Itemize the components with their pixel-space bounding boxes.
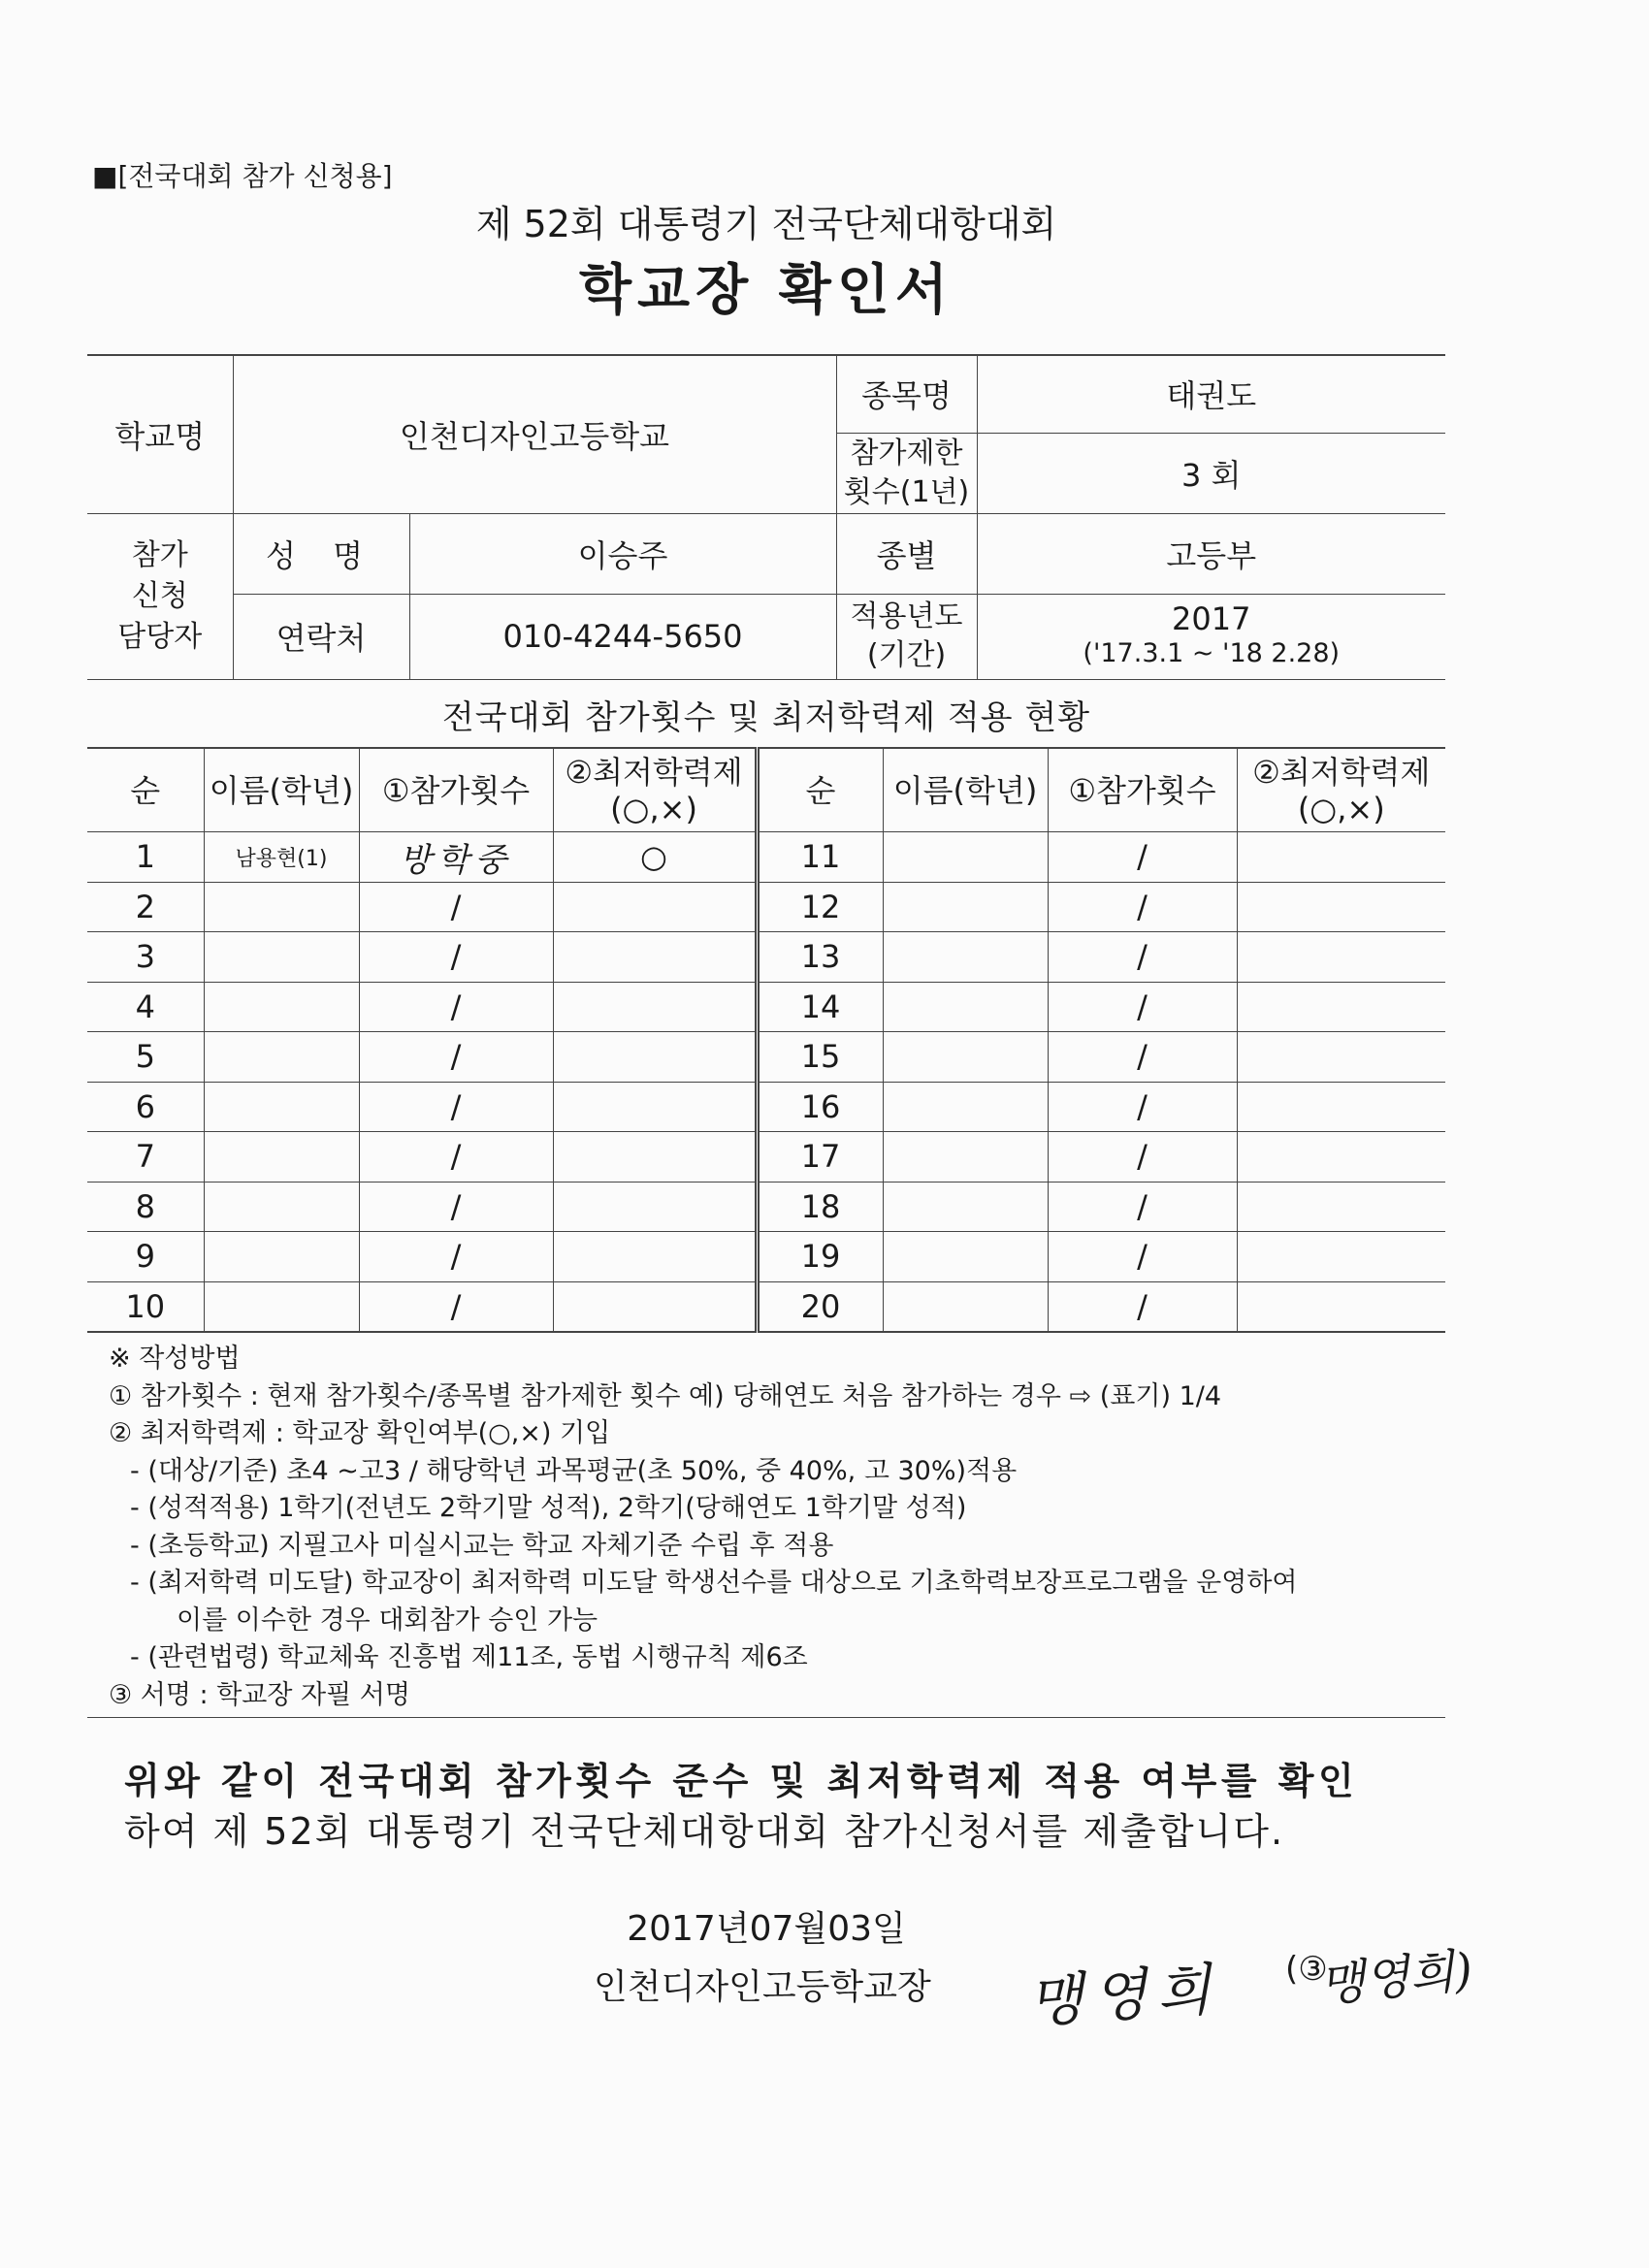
row-name [883,1082,1048,1132]
header-min-line2: (○,×) [610,790,697,827]
header-min-line1: ②최저학력제 [1252,753,1431,791]
header-name-left: 이름(학년) [204,748,359,832]
row-no: 13 [757,932,883,983]
row-count: / [1048,1082,1237,1132]
document-title: 학교장 확인서 [578,259,954,322]
row-no: 4 [87,982,204,1032]
row-min [1237,1082,1445,1132]
contact-label-line1: 참가 [131,537,188,572]
row-no: 10 [87,1281,204,1332]
row-min [1237,982,1445,1032]
row-min [553,1232,757,1282]
row-no: 3 [87,932,204,983]
limit-label [836,433,977,513]
instructions [109,1341,1467,1714]
event-title: 제 52회 대통령기 전국단체대항대회 [475,203,1057,245]
instruction-subitem: - (최저학력 미도달) 학교장이 최저학력 미도달 학생선수를 대상으로 기초학력보장프로그램을 운영하여 [130,1568,1298,1598]
row-name [204,932,359,983]
category-value: 고등부 [977,513,1445,594]
row-count: 방학중 [359,832,553,883]
year-value: 2017 [1172,600,1251,637]
row-count: / [1048,932,1237,983]
row-min [553,882,757,932]
confirmation-statement [124,1756,1358,1857]
instruction-subitem: - (대상/기준) 초4 ~고3 / 해당학년 과목평균(초 50%, 중 40%, 고 30%)적용 [130,1455,1018,1486]
event-value: 태권도 [977,355,1445,433]
row-name [883,932,1048,983]
contact-label [87,513,233,679]
year-value-cell [977,594,1445,679]
row-count: / [359,1082,553,1132]
row-min [553,1132,757,1183]
info-table [87,354,1445,680]
table-row [87,1032,1445,1083]
row-count: / [1048,1132,1237,1183]
row-name [204,982,359,1032]
name-value: 이승주 [409,513,836,594]
row-name [883,832,1048,883]
year-label-line2: (기간) [866,638,947,672]
table-row [87,1082,1445,1132]
row-min [1237,1232,1445,1282]
row-no: 8 [87,1182,204,1232]
row-name [883,982,1048,1032]
row-no: 12 [757,882,883,932]
header-name-right: 이름(학년) [883,748,1048,832]
statement-line2: 하여 제 52회 대통령기 전국단체대항대회 참가신청서를 제출합니다. [124,1810,1285,1853]
instruction-subitem: 이를 이수한 경우 대회참가 승인 가능 [177,1604,598,1636]
phone-value: 010-4244-5650 [409,594,836,679]
row-min [1237,882,1445,932]
signer-title: 인천디자인고등학교장 [594,1967,931,2007]
row-name [883,1132,1048,1183]
event-label: 종목명 [836,355,977,433]
row-name [204,1281,359,1332]
row-name [204,882,359,932]
period-value: ('17.3.1 ~ '18 2.28) [1083,638,1341,668]
row-min: ○ [553,832,757,883]
row-no: 19 [757,1232,883,1282]
table-row [87,1232,1445,1282]
statement-line1: 위와 같이 전국대회 참가횟수 준수 및 최저학력제 적용 여부를 확인 [124,1760,1359,1802]
contact-label-line3: 담당자 [117,619,203,654]
issue-date: 2017년07월03일 [627,1909,906,1949]
row-no: 11 [757,832,883,883]
row-min [1237,932,1445,983]
row-name [883,882,1048,932]
row-no: 17 [757,1132,883,1183]
row-name [204,1082,359,1132]
table-row [87,882,1445,932]
row-min [553,982,757,1032]
row-no: 5 [87,1032,204,1083]
row-no: 7 [87,1132,204,1183]
row-name [883,1232,1048,1282]
instruction-item: ② 최저학력제 : 학교장 확인여부(○,×) 기입 [109,1418,611,1448]
row-name [883,1032,1048,1083]
header-min-line1: ②최저학력제 [565,753,743,791]
school-label: 학교명 [87,355,233,513]
row-name [883,1182,1048,1232]
header-min-line2: (○,×) [1297,790,1385,827]
table-row [87,1281,1445,1332]
limit-value: 3 회 [977,433,1445,513]
row-no: 20 [757,1281,883,1332]
handwritten-signature: 맹영희 [1026,1956,1223,2035]
row-min [1237,1281,1445,1332]
row-count: / [359,932,553,983]
instructions-heading: ※ 작성방법 [109,1344,241,1374]
row-count: / [359,1281,553,1332]
row-min [553,1082,757,1132]
row-count: / [1048,1182,1237,1232]
divider-line [87,1717,1445,1718]
header-min-right [1237,748,1445,832]
row-min [553,932,757,983]
limit-label-line1: 참가제한 [850,436,963,470]
contact-label-line2: 신청 [131,578,188,613]
row-count: / [359,1132,553,1183]
table-row [87,832,1445,883]
row-count: / [359,982,553,1032]
row-min [1237,1132,1445,1183]
row-no: 2 [87,882,204,932]
row-count: / [359,1032,553,1083]
row-count: / [359,1232,553,1282]
row-no: 1 [87,832,204,883]
instruction-item: ③ 서명 : 학교장 자필 서명 [109,1679,410,1710]
row-min [1237,1032,1445,1083]
signature-mark-handwriting: 맹영희) [1316,1942,1475,2014]
year-label [836,594,977,679]
instruction-subitem: - (초등학교) 지필고사 미실시교는 학교 자체기준 수립 후 적용 [130,1530,834,1561]
row-no: 18 [757,1182,883,1232]
instruction-subitem: - (성적적용) 1학기(전년도 2학기말 성적), 2학기(당해연도 1학기말 성적) [130,1493,967,1523]
school-name: 인천디자인고등학교 [233,355,836,513]
table-row [87,1182,1445,1232]
row-min [553,1182,757,1232]
participation-table [87,747,1445,1333]
header-no-right: 순 [757,748,883,832]
phone-label: 연락처 [233,594,409,679]
table-row [87,982,1445,1032]
section-title: 전국대회 참가횟수 및 최저학력제 적용 현황 [441,698,1091,737]
row-min [1237,1182,1445,1232]
row-name [204,1132,359,1183]
header-count-right: ①참가횟수 [1048,748,1237,832]
row-no: 6 [87,1082,204,1132]
instruction-subitem: - (관련법령) 학교체육 진흥법 제11조, 동법 시행규칙 제6조 [130,1642,808,1672]
name-label: 성 명 [233,513,409,594]
row-name [204,1032,359,1083]
row-count: / [1048,1232,1237,1282]
row-count: / [359,1182,553,1232]
row-no: 14 [757,982,883,1032]
row-count: / [1048,832,1237,883]
row-min [1237,832,1445,883]
row-name: 남용현(1) [204,832,359,883]
signature-mark: (③ [1285,1950,1328,1989]
row-name [883,1281,1048,1332]
row-count: / [359,882,553,932]
category-label: 종별 [836,513,977,594]
header-no-left: 순 [87,748,204,832]
limit-label-line2: 횟수(1년) [843,474,970,509]
row-name [204,1232,359,1282]
row-min [553,1281,757,1332]
form-tag: ■[전국대회 참가 신청용] [92,160,393,192]
table-row [87,932,1445,983]
year-label-line1: 적용년도 [850,599,963,633]
header-count-left: ①참가횟수 [359,748,553,832]
row-min [553,1032,757,1083]
row-count: / [1048,1032,1237,1083]
row-no: 16 [757,1082,883,1132]
row-name [204,1182,359,1232]
row-no: 15 [757,1032,883,1083]
header-min-left [553,748,757,832]
row-count: / [1048,1281,1237,1332]
instruction-item: ① 참가횟수 : 현재 참가횟수/종목별 참가제한 횟수 예) 당해연도 처음 참가하는 경우 ⇨ (표기) 1/4 [109,1380,1222,1411]
row-no: 9 [87,1232,204,1282]
table-row [87,1132,1445,1183]
row-count: / [1048,882,1237,932]
row-count: / [1048,982,1237,1032]
